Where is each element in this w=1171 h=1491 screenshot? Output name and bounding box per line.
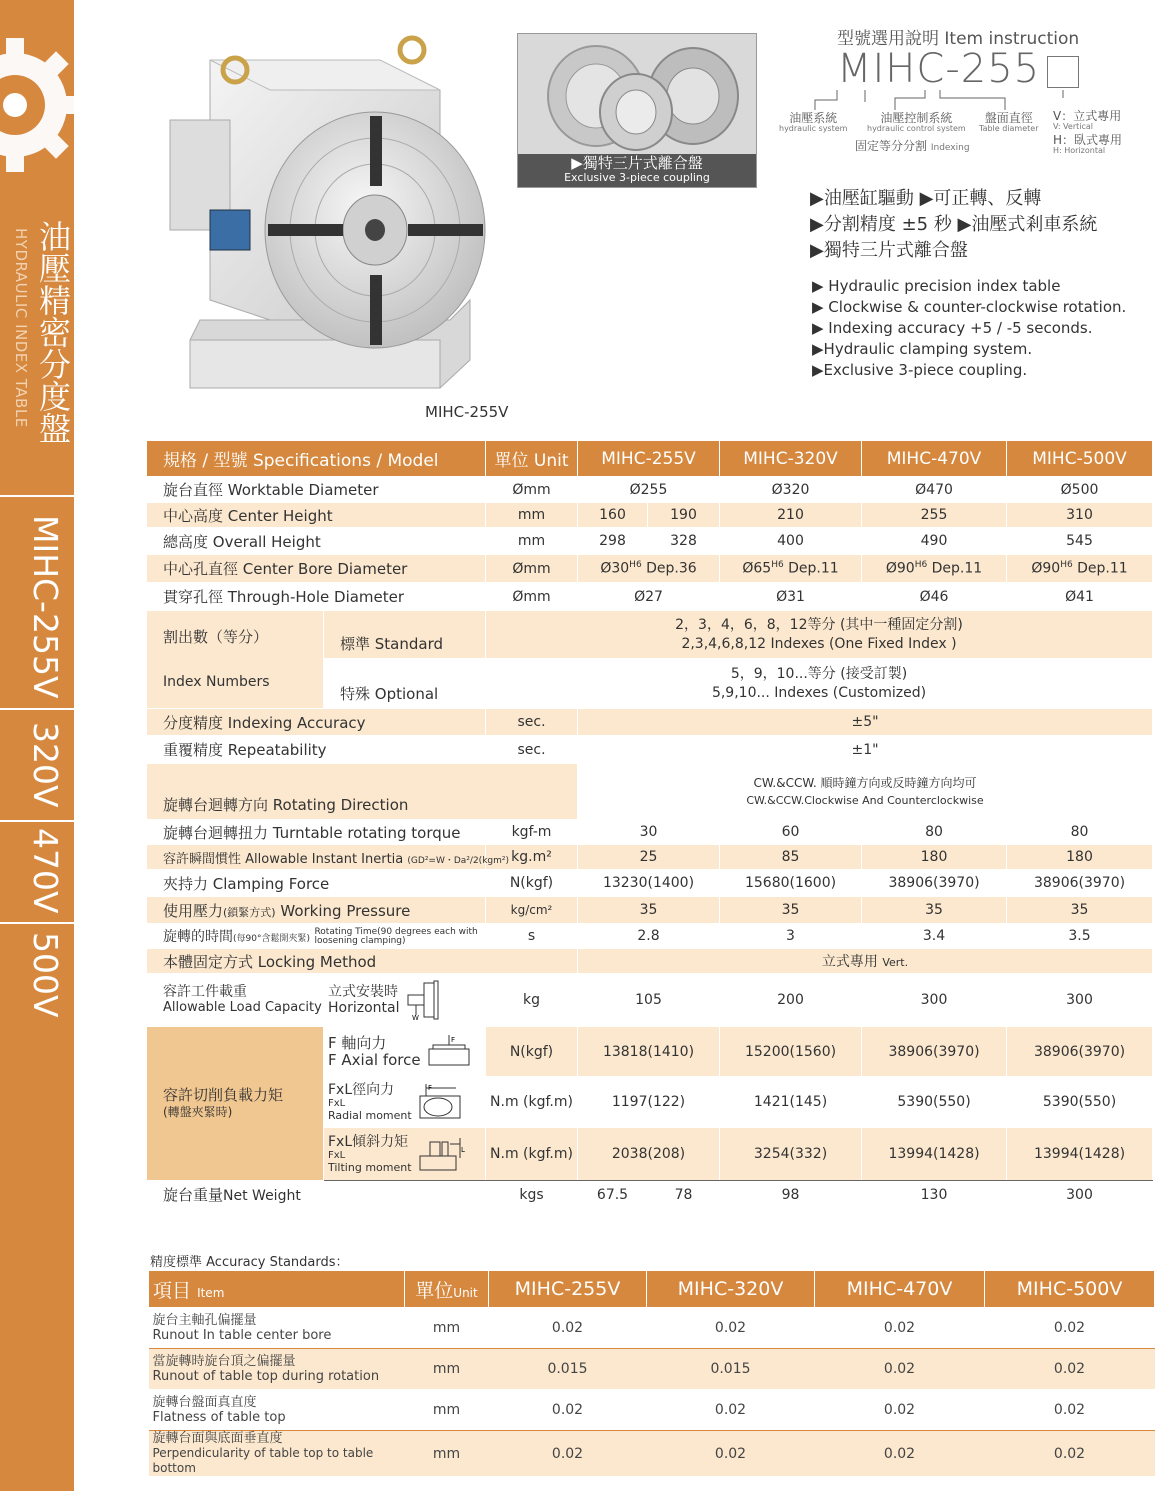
header-item: 項目 Item [149,1271,405,1308]
accuracy-table [148,1270,1155,1477]
row-label: 當旋轉時旋台頂之偏擺量 Runout of table top during rotation [149,1349,405,1390]
sidebar-title-zh: 油壓精密分度盤 [34,220,72,444]
tilting-moment-label: FxL傾斜力矩 FxL Tilting moment L [324,1128,486,1181]
row-unit: kg/cm² [486,897,578,924]
cell: 35 [720,897,862,924]
cell: 180 [862,845,1007,870]
row-label: 旋轉的時間(每90°含鬆開夾緊) Rotating Time(90 degrees each with loosening clamping) [147,924,486,949]
row-unit: Ømm [486,477,578,503]
row-unit: kgs [486,1181,578,1209]
cell: 0.02 [647,1431,815,1477]
feature-line: ▶ Clockwise & counter-clockwise rotation. [812,298,1127,316]
standard-value: 2，3，4，6，8，12等分 (其中一種固定分割) 2,3,4,6,8,12 Indexes (One Fixed Index ) [486,611,1153,659]
tilting-moment-icon [416,1134,466,1174]
coupling-caption-en: Exclusive 3-piece coupling [564,171,710,184]
cell: ±1" [578,736,1153,764]
cell: 2038(208) [578,1128,720,1181]
row-unit: kgf-m [486,820,578,845]
cell: 13994(1428) [862,1128,1007,1181]
cell: 180 [1007,845,1153,870]
cell: 立式專用 Vert. [578,949,1153,974]
vertical-mount-icon [404,979,444,1021]
sidebar-model-255: MIHC-255V [26,515,65,699]
index-numbers-label: 割出數（等分） Index Numbers [147,611,324,709]
label-horizontal: H：臥式專用 H: Horizontal [1053,133,1123,155]
row-unit: sec. [486,709,578,736]
cell: 400 [720,528,862,555]
cell: 38906(3970) [1007,1027,1153,1077]
cell: 3 [720,924,862,949]
row-label: 旋台主軸孔偏擺量 Runout In table center bore [149,1308,405,1349]
cell: 0.02 [815,1390,985,1431]
cell: $Ø65^{H6}$ Dep.11 [720,555,862,583]
cell: 190 [648,503,720,528]
header-model: MIHC-470V [862,441,1007,477]
cell: 15200(1560) [720,1027,862,1077]
feature-line: ▶Exclusive 3-piece coupling. [812,361,1028,379]
row-label: 旋轉台迴轉方向 Rotating Direction [147,764,578,820]
cell: ±5" [578,709,1153,736]
row-unit: kg [486,974,578,1027]
cell: 0.02 [985,1349,1155,1390]
row-label: 總高度 Overall Height [147,528,486,555]
sidebar-model-500: 500V [26,932,65,1018]
cell: 38906(3970) [862,870,1007,897]
cell: 0.02 [985,1431,1155,1477]
optional-label: 特殊 Optional [324,659,486,709]
row-label: 容許瞬間慣性 Allowable Instant Inertia (GD²=W・Da²/2(kgm²) [147,845,486,870]
sidebar-model-470: 470V [26,828,65,914]
cell: 130 [862,1181,1007,1209]
row-unit: s [486,924,578,949]
row-unit: mm [486,528,578,555]
divider [0,922,74,924]
cell: Ø470 [862,477,1007,503]
svg-text:L: L [460,1146,465,1154]
item-instruction [775,24,1165,164]
load-capacity-label: 容許工件載重 Allowable Load Capacity [147,974,324,1027]
row-label: 使用壓力(鎖緊方式) Working Pressure [147,897,486,924]
cell: 35 [1007,897,1153,924]
feature-line: ▶ Hydraulic precision index table [812,277,1061,295]
cell: 80 [862,820,1007,845]
cell: Ø255 [578,477,720,503]
coupling-rings-icon [518,34,756,154]
gear-icon [0,30,90,180]
svg-text:F: F [428,1084,433,1092]
cell: 0.02 [489,1431,647,1477]
label-vertical: V：立式專用 V: Vertical [1053,109,1122,131]
axial-force-label: F 軸向力 F Axial force F [324,1027,486,1077]
table-row [149,1349,1155,1390]
cell: 15680(1600) [720,870,862,897]
cell: 210 [720,503,862,528]
cell: 30 [578,820,720,845]
label-hydraulic-system: 油壓系統 hydraulic system [779,111,848,133]
cell: 0.02 [815,1308,985,1349]
divider [0,820,74,822]
cell: 0.02 [815,1349,985,1390]
row-unit: mm [405,1349,489,1390]
row-unit: mm [405,1308,489,1349]
header-unit: 單位 Unit [486,441,578,477]
row-unit: mm [405,1431,489,1477]
cell: 80 [1007,820,1153,845]
header-model: MIHC-320V [647,1271,815,1308]
model-suffix-box [1047,56,1079,88]
row-unit: N.m (kgf.m) [486,1128,578,1181]
sidebar [0,0,74,1491]
cell: 300 [862,974,1007,1027]
cell: Ø31 [720,583,862,611]
cell: 25 [578,845,720,870]
standard-label: 標準 Standard [324,611,486,659]
header-model: MIHC-320V [720,441,862,477]
row-label: 旋轉台迴轉扭力 Turntable rotating torque [147,820,486,845]
cell: Ø27 [578,583,720,611]
cell: 300 [1007,974,1153,1027]
row-unit: mm [486,503,578,528]
table-row [149,1431,1155,1477]
header-model: MIHC-470V [815,1271,985,1308]
divider [0,708,74,710]
cell: 310 [1007,503,1153,528]
cell: 3.5 [1007,924,1153,949]
cell: Ø500 [1007,477,1153,503]
cell: $Ø90^{H6}$ Dep.11 [1007,555,1153,583]
row-unit: Ømm [486,583,578,611]
cell: 13230(1400) [578,870,720,897]
cell: 85 [720,845,862,870]
row-label: 旋轉台面與底面垂直度 Perpendicularity of table top to table bottom [149,1431,405,1477]
header-model: MIHC-255V [578,441,720,477]
cell: 0.02 [647,1390,815,1431]
photo-label: MIHC-255V [425,403,509,421]
cell: 255 [862,503,1007,528]
cell: 2.8 [578,924,720,949]
row-unit: sec. [486,736,578,764]
cell: $Ø90^{H6}$ Dep.11 [862,555,1007,583]
cell: 78 [648,1181,720,1209]
cutting-load-label: 容許切削負載力矩 (轉盤夾緊時) [147,1027,324,1181]
feature-line: ▶油壓缸驅動 ▶可正轉、反轉 [810,188,1042,209]
cell: 38906(3970) [1007,870,1153,897]
cell: 0.02 [489,1308,647,1349]
header-model: MIHC-500V [985,1271,1155,1308]
cell: 5390(550) [862,1077,1007,1128]
cell: 5390(550) [1007,1077,1153,1128]
accuracy-title: 精度標準 Accuracy Standards： [150,1255,349,1270]
row-label: 旋轉台盤面真直度 Flatness of table top [149,1390,405,1431]
product-photo [150,20,490,395]
cell: 13818(1410) [578,1027,720,1077]
row-label: 本體固定方式 Locking Method [147,949,578,974]
cell: 298 [578,528,648,555]
features-en [812,276,1126,381]
cell: $Ø30^{H6}$ Dep.36 [578,555,720,583]
row-label: 中心高度 Center Height [147,503,486,528]
header-model: MIHC-500V [1007,441,1153,477]
header-unit: 單位Unit [405,1271,489,1308]
cell: 300 [1007,1181,1153,1209]
horizontal-label: 立式安裝時 Horizontal W [324,974,486,1027]
row-unit: Ømm [486,555,578,583]
cell: 35 [862,897,1007,924]
cell: 1421(145) [720,1077,862,1128]
sidebar-model-320: 320V [26,722,65,808]
sidebar-title-en: HYDRAULIC INDEX TABLE [12,228,30,428]
item-instruction-title: 型號選用說明 Item instruction [837,29,1080,49]
radial-moment-label: FxL徑向力 FxL Radial moment F [324,1077,486,1128]
cell: 200 [720,974,862,1027]
coupling-image [517,33,757,188]
feature-line: ▶分割精度 ±5 秒 ▶油壓式剎車系統 [810,214,1098,235]
row-unit: N.m (kgf.m) [486,1077,578,1128]
spec-table [146,440,1153,1209]
row-label: 分度精度 Indexing Accuracy [147,709,486,736]
row-label: 中心孔直徑 Center Bore Diameter [147,555,486,583]
cell: 0.02 [985,1308,1155,1349]
cell: 38906(3970) [862,1027,1007,1077]
cell: 1197(122) [578,1077,720,1128]
svg-text:W: W [411,1014,419,1022]
cell: 3254(332) [720,1128,862,1181]
axial-force-icon [425,1035,475,1069]
table-row [149,1308,1155,1349]
cell: 0.02 [985,1390,1155,1431]
svg-text:F: F [451,1035,456,1044]
feature-line: ▶獨特三片式離合盤 [810,240,968,261]
label-indexing: 固定等分分割 Indexing [855,139,970,153]
label-control-system: 油壓控制系統 hydraulic control system [867,111,966,133]
row-label: 旋台重量Net Weight [147,1181,486,1209]
cell: 0.02 [489,1390,647,1431]
row-label: 重覆精度 Repeatability [147,736,486,764]
cell: 98 [720,1181,862,1209]
cell: 328 [648,528,720,555]
cell: 545 [1007,528,1153,555]
divider [0,495,74,497]
cell: 105 [578,974,720,1027]
cell: 0.02 [815,1431,985,1477]
optional-value: 5，9，10...等分 (接受訂製) 5,9,10... Indexes (Customized) [486,659,1153,709]
cell: 0.02 [647,1308,815,1349]
row-unit: kg.m² [486,845,578,870]
cell: CW.&CCW. 順時鐘方向或反時鐘方向均可 CW.&CCW.Clockwise And Counterclockwise [578,764,1153,820]
cell: 160 [578,503,648,528]
row-unit: mm [405,1390,489,1431]
row-unit: N(kgf) [486,870,578,897]
cell: 60 [720,820,862,845]
cell: 490 [862,528,1007,555]
cell: 13994(1428) [1007,1128,1153,1181]
row-unit: N(kgf) [486,1027,578,1077]
cell: 0.015 [647,1349,815,1390]
cell: Ø41 [1007,583,1153,611]
cell: Ø320 [720,477,862,503]
features-zh [810,186,1097,264]
item-model: MIHC-255 [837,46,1041,92]
feature-line: ▶ Indexing accuracy +5 / -5 seconds. [812,319,1093,337]
feature-line: ▶Hydraulic clamping system. [812,340,1033,358]
cell: 0.015 [489,1349,647,1390]
row-label: 貫穿孔徑 Through-Hole Diameter [147,583,486,611]
header-spec: 規格 / 型號 Specifications / Model [147,441,486,477]
cell: Ø46 [862,583,1007,611]
label-table-diameter: 盤面直徑 Table diameter [979,111,1039,133]
header-model: MIHC-255V [489,1271,647,1308]
cell: 35 [578,897,720,924]
row-label: 旋台直徑 Worktable Diameter [147,477,486,503]
radial-moment-icon [416,1082,464,1122]
cell: 67.5 [578,1181,648,1209]
cell: 3.4 [862,924,1007,949]
coupling-caption-zh: ▶獨特三片式離合盤 [571,154,703,172]
table-row [149,1390,1155,1431]
row-label: 夾持力 Clamping Force [147,870,486,897]
